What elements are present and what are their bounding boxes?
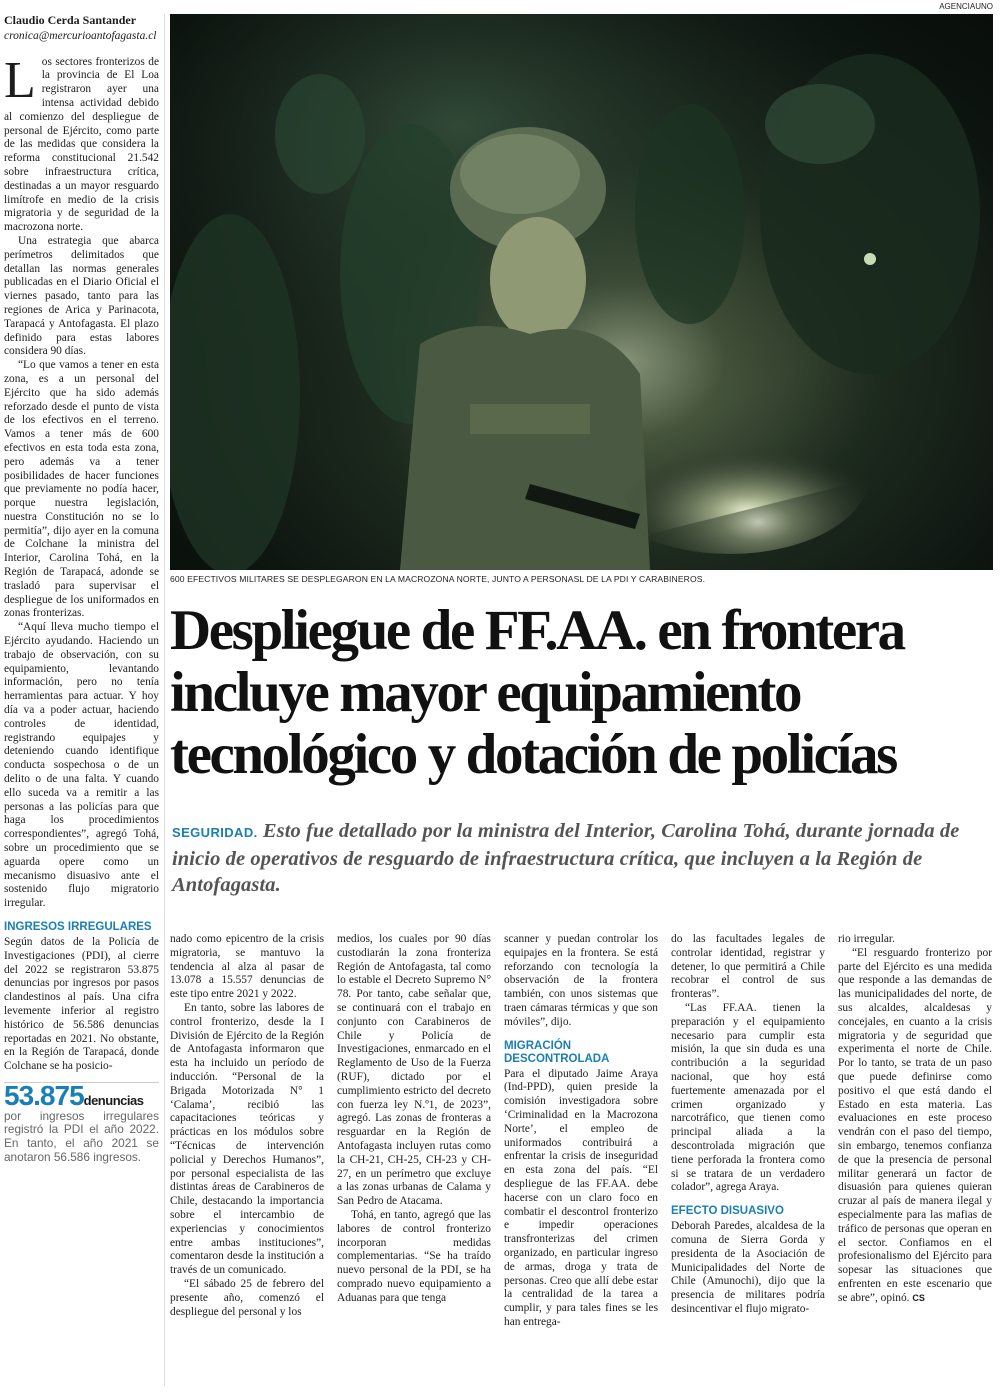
photo-credit: AGENCIAUNO — [939, 2, 993, 11]
article-paragraph: “Aquí lleva mucho tiempo el Ejército ayudando. Haciendo un trabajo de observación, con su equipamiento, levantando información, pero no tenía herramientas para actuar. Y hoy día va a poder actuar, haciendo controles de identidad, registrando equipajes y deteniendo cuando identifique conducta sospechosa o de un delito o de una falta. Y cuando ello suceda va a remitir a las personas a las policías para que haga los procedimientos correspondientes”, agregó Tohá, sobre un procedimiento que se aguarda opere como un mecanismo disuasivo ante el sostenido flujo migratorio irregular. — [4, 621, 159, 910]
deck-text: Esto fue detallado por la ministra del Interior, Carolina Tohá, durante jornada de inicio de operativos de resguardo de infraestructura crítica, que incluyen a la Región de Antofagasta. — [172, 820, 960, 896]
article-paragraph: Para el diputado Jaime Araya (Ind-PPD), quien preside la comisión investigadora sobre ‘Criminalidad en la Macrozona Norte’, el empleo de uniformados contribuirá a enfrentar la crisis de inseguridad en esta zona del país. “El despliegue de las FF.AA. debe hacerse con un claro foco en combatir el descontrol fronterizo e impedir operaciones transfronterizas del crimen organizado, en particular ingreso de armas, droga y trata de personas. Creo que allí debe estar la centralidad de la tarea a cumplir, y para tales fines se les han entrega- — [504, 1067, 658, 1328]
left-column — [4, 14, 159, 1386]
column-divider — [164, 14, 165, 1386]
column-5 — [838, 933, 992, 1388]
photo-caption: 600 EFECTIVOS MILITARES SE DESPLEGARON EN LA MACROZONA NORTE, JUNTO A PERSONASL DE LA PDI Y CARABINEROS. — [170, 574, 706, 584]
article-paragraph: medios, los cuales por 90 días custodiarán la zona fronteriza Región de Antofagasta, tal como lo estable el Decreto Supremo N° 78. Por tanto, cabe señalar que, se continuará con el trabajo en conjunto con Carabineros de Chile y Policía de Investigaciones, enmarcado en el Reglamento de Uso de la Fuerza (RUF), dictado por el cumplimiento estricto del decreto con fuerza ley N.º1, de 2023”, agregó. Las zonas de fronteras a resguardar en la Región de Antofagasta incluyen rutas como la CH-21, CH-25, CH-23 y CH-27, en un perímetro que excluye a las zonas urbanas de Calama y San Pedro de Atacama. — [337, 933, 491, 1208]
stat-description: por ingresos irregulares registró la PDI el año 2022. En tanto, el año 2021 se anotaron 56.586 ingresos. — [4, 1108, 159, 1164]
article-paragraph: En tanto, sobre las labores de control fronterizo, desde la I División de Ejército de la Región de Antofagasta informaron que esta ha incluido un período de inducción. “Personal de la Brigada Motorizada N° 1 ‘Calama’, recibió las capacitaciones teóricas y prácticas en los módulos sobre “Técnicas de intervención policial y Derechos Humanos”, por personal especialista de las distintas áreas de Carabineros de Chile, destacando la importancia sobre el intercambio de experiencias y conocimientos entre ambas instituciones”, comentaron desde la institución a través de un comunicado. — [170, 1001, 324, 1277]
article-paragraph: Deborah Paredes, alcaldesa de la comuna de Sierra Gorda y presidenta de la Asociación de Municipalidades del Norte de Chile (Amunochi), dijo que la presencia de militares podría desincentivar el flujo migrato- — [671, 1220, 825, 1315]
column-2 — [337, 933, 491, 1388]
column-4 — [671, 933, 825, 1388]
deck-kicker: SEGURIDAD. — [172, 825, 258, 840]
article-paragraph: do las facultades legales de controlar identidad, registrar y detener, lo que permitirá a Chile recobrar el control de sus fronteras”. — [671, 933, 825, 1001]
article-paragraph: Una estrategia que abarca perímetros delimitados que detallan las normas generales publicadas en el Diario Oficial el viernes pasado, tanto para las regiones de Arica y Parinacota, Tarapacá y Antofagasta. El plazo definido para estas labores considera 90 días. — [4, 234, 159, 358]
article-paragraph: Según datos de la Policía de Investigaciones (PDI), al cierre del 2022 se registraron 53.875 denuncias por ingresos por pasos clandestinos al país. Una cifra levemente inferior al registro histórico de 56.586 denuncias reportadas en 2021. No obstante, en la Región de Tarapacá, donde Colchane se ha posicio- — [4, 936, 159, 1073]
stat-highlight — [4, 1079, 159, 1164]
article-paragraph: nado como epicentro de la crisis migratoria, se mantuvo la tendencia al alza al pasar de 13.078 a 15.557 denuncias de este tipo entre 2021 y 2022. — [170, 933, 324, 1001]
article-paragraph: “Las FF.AA. tienen la preparación y el equipamiento necesario para cumplir esta misión, la que sin duda es una contribución a la seguridad nacional, que hoy está fuertemente amenazada por el crimen organizado y narcotráfico, que tienen como principal aliada a la descontrolada migración que tiene perforada la frontera como si se tratara de un verdadero colador”, agrega Araya. — [671, 1001, 825, 1194]
subhead-migracion: MIGRACIÓN DESCONTROLADA — [504, 1039, 610, 1065]
subhead-ingresos: INGRESOS IRREGULARES — [4, 921, 152, 933]
headline: Despliegue de FF.AA. en frontera incluye mayor equipamiento tecnológico y dotación de policías — [170, 599, 904, 786]
article-paragraph: rio irregular. — [838, 933, 895, 945]
article-paragraph: scanner y puedan controlar los equipajes en la frontera. Se está reforzando con tecnología la observación de la frontera también, con unos sistemas que traen cámaras térmicas y que son móviles”, dijo. — [504, 933, 658, 1028]
byline-author: Claudio Cerda Santander — [4, 14, 137, 27]
soldiers-photo-illustration — [170, 14, 993, 570]
article-paragraph: “El sábado 25 de febrero del presente año, comenzó el despliegue del personal y los — [170, 1277, 324, 1318]
column-1 — [170, 933, 324, 1388]
main-photo — [170, 14, 993, 570]
drop-cap: L — [4, 51, 36, 109]
stat-number: 53.875 — [4, 1079, 84, 1111]
end-mark-icon: CS — [912, 1292, 925, 1303]
column-3 — [504, 933, 658, 1388]
deck — [172, 818, 992, 898]
byline-email: cronica@mercurioantofagasta.cl — [4, 29, 157, 42]
subhead-efecto: EFECTO DISUASIVO — [671, 1205, 784, 1218]
article-paragraph: “Lo que vamos a tener en esta zona, es a un personal del Ejército que ha sido además reforzado desde el punto de vista de los efectivos en el terreno. Vamos a tener más de 600 efectivos en esta toda esta zona, pero además va a tener posibilidades de hacer funciones que previamente no podía hacer, porque nuestra legislación, nuestra Constitución no se lo permitía”, dijo ayer en la comuna de Colchane la ministra del Interior, Carolina Tohá, en la Región de Tarapacá, adonde se trasladó para supervisar el despliegue de los uniformados en zonas fronterizas. — [4, 359, 159, 620]
article-paragraph: “El resguardo fronterizo por parte del Ejército es una medida que responde a las demandas de las municipalidades del norte, de sus alcaldes, alcaldesas y concejales, en cuanto a la crisis migratoria y de seguridad que experimenta el norte de Chile. Por lo tanto, se trata de un paso que puede definirse como positivo el que está dando el Estado en esta materia. Las evaluaciones en este proceso vendrán con el paso del tiempo, sin embargo, tenemos confianza de que la presencia de personal militar generará un factor de disuasión para quienes quieran cruzar al país de manera ilegal y especialmente para las mafias de tráfico de personas que operan en el sector. Confiamos en el profesionalismo del Ejército para sopesar las situaciones que enfrenten en este escenario que se abre”, opinó. CS — [838, 946, 992, 1304]
article-paragraph: Los sectores fronterizos de la provincia de El Loa registraron ayer una intensa actividad debido al comienzo del despliegue de personal de Ejército, como parte de las medidas que considera la reforma constitucional 21.542 sobre infraestructura crítica, destinadas a un mayor resguardo limítrofe en medio de la crisis migratoria y de seguridad de la macrozona norte. — [4, 51, 159, 234]
stat-unit: denuncias — [83, 1092, 144, 1108]
article-paragraph: Tohá, en tanto, agregó que las labores de control fronterizo incorporan medidas complementarias. “Se ha traído nuevo personal de la PDI, se ha comprado nuevo equipamiento a Aduanas para que tenga — [337, 1208, 491, 1304]
